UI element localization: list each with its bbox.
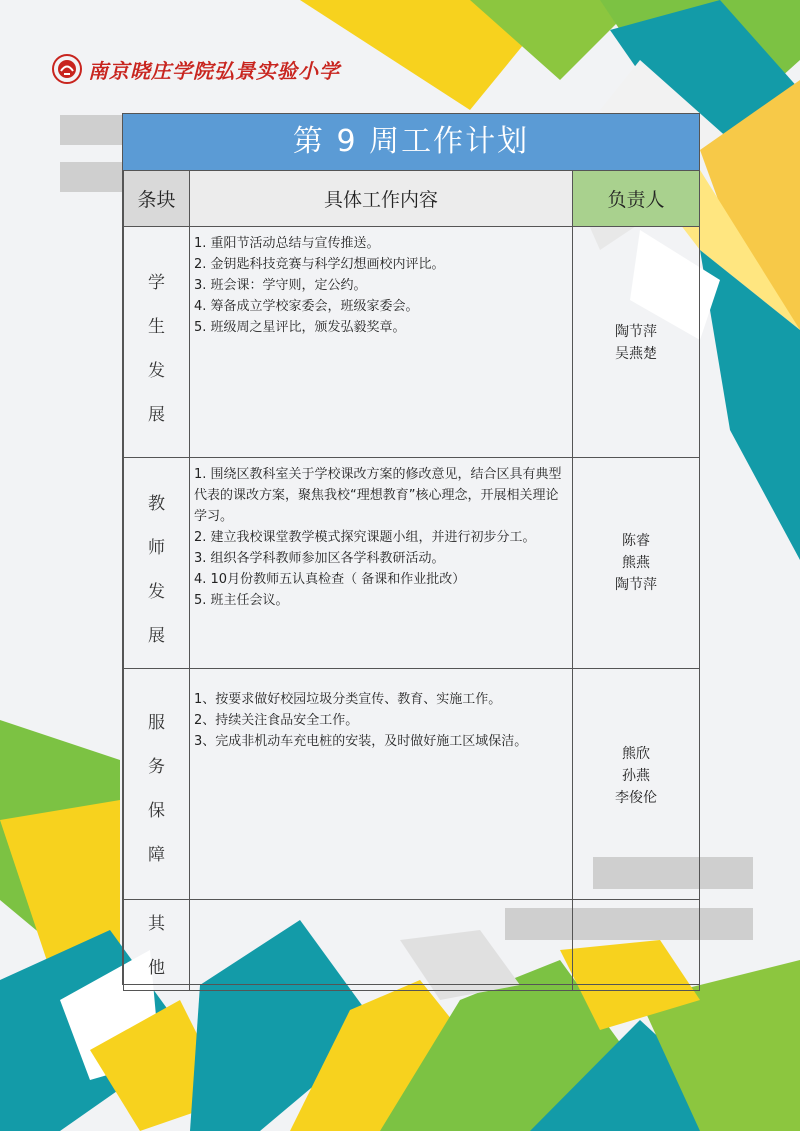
list-item: 4. 10月份教师五认真检查（ 备课和作业批改）	[194, 572, 466, 587]
responsible-name: 吴燕楚	[615, 346, 657, 362]
responsible-cell	[573, 227, 700, 458]
content-cell	[190, 458, 573, 669]
plan-title: 第 9 周工作计划	[123, 114, 699, 171]
list-item: 5. 班主任会议。	[194, 593, 289, 608]
table-row-teacher	[124, 458, 700, 669]
list-item: 1. 围绕区教科室关于学校课改方案的修改意见，结合区具有典型代表的课改方案，聚焦我校“理想教育”核心理念，开展相关理论学习。	[194, 467, 562, 524]
list-item: 3. 班会课：学守则，定公约。	[194, 278, 367, 293]
list-item: 3. 组织各学科教师参加区各学科教研活动。	[194, 551, 445, 566]
category-cell: 服 务 保 障	[124, 669, 190, 900]
responsible-name: 陶节萍	[615, 577, 657, 593]
list-item: 3、完成非机动车充电桩的安装，及时做好施工区域保洁。	[194, 734, 528, 749]
category-cell: 其 他	[124, 900, 190, 991]
content-cell	[190, 669, 573, 900]
list-item: 1. 重阳节活动总结与宣传推送。	[194, 236, 380, 251]
responsible-cell	[573, 458, 700, 669]
list-item: 2、持续关注食品安全工作。	[194, 713, 359, 728]
work-plan-table	[123, 170, 700, 991]
table-row-student	[124, 227, 700, 458]
category-cell: 教 师 发 展	[124, 458, 190, 669]
column-header-content: 具体工作内容	[190, 171, 573, 227]
gray-bar-left-1	[60, 115, 122, 145]
table-header-row	[124, 171, 700, 227]
list-item: 4. 筹备成立学校家委会，班级家委会。	[194, 299, 419, 314]
list-item: 5. 班级周之星评比，颁发弘毅奖章。	[194, 320, 406, 335]
school-emblem-icon	[52, 54, 82, 84]
responsible-cell	[573, 669, 700, 900]
responsible-cell	[573, 900, 700, 991]
list-item: 1、按要求做好校园垃圾分类宣传、教育、实施工作。	[194, 692, 502, 707]
table-row-service	[124, 669, 700, 900]
list-item: 2. 建立我校课堂教学模式探究课题小组，并进行初步分工。	[194, 530, 536, 545]
responsible-name: 陶节萍	[615, 324, 657, 340]
responsible-name: 陈睿	[622, 533, 650, 549]
column-header-responsible: 负责人	[573, 171, 700, 227]
list-item: 2. 金钥匙科技竞赛与科学幻想画校内评比。	[194, 257, 445, 272]
content-cell	[190, 227, 573, 458]
responsible-name: 孙燕	[622, 768, 650, 784]
work-plan-document	[122, 113, 700, 985]
table-row-other	[124, 900, 700, 991]
responsible-name: 李俊伦	[615, 790, 657, 806]
content-cell	[190, 900, 573, 991]
column-header-category: 条块	[124, 171, 190, 227]
category-cell: 学 生 发 展	[124, 227, 190, 458]
school-logo	[52, 52, 340, 86]
school-name: 南京晓庄学院弘景实验小学	[88, 58, 340, 83]
responsible-name: 熊燕	[622, 555, 650, 571]
responsible-name: 熊欣	[622, 746, 650, 762]
